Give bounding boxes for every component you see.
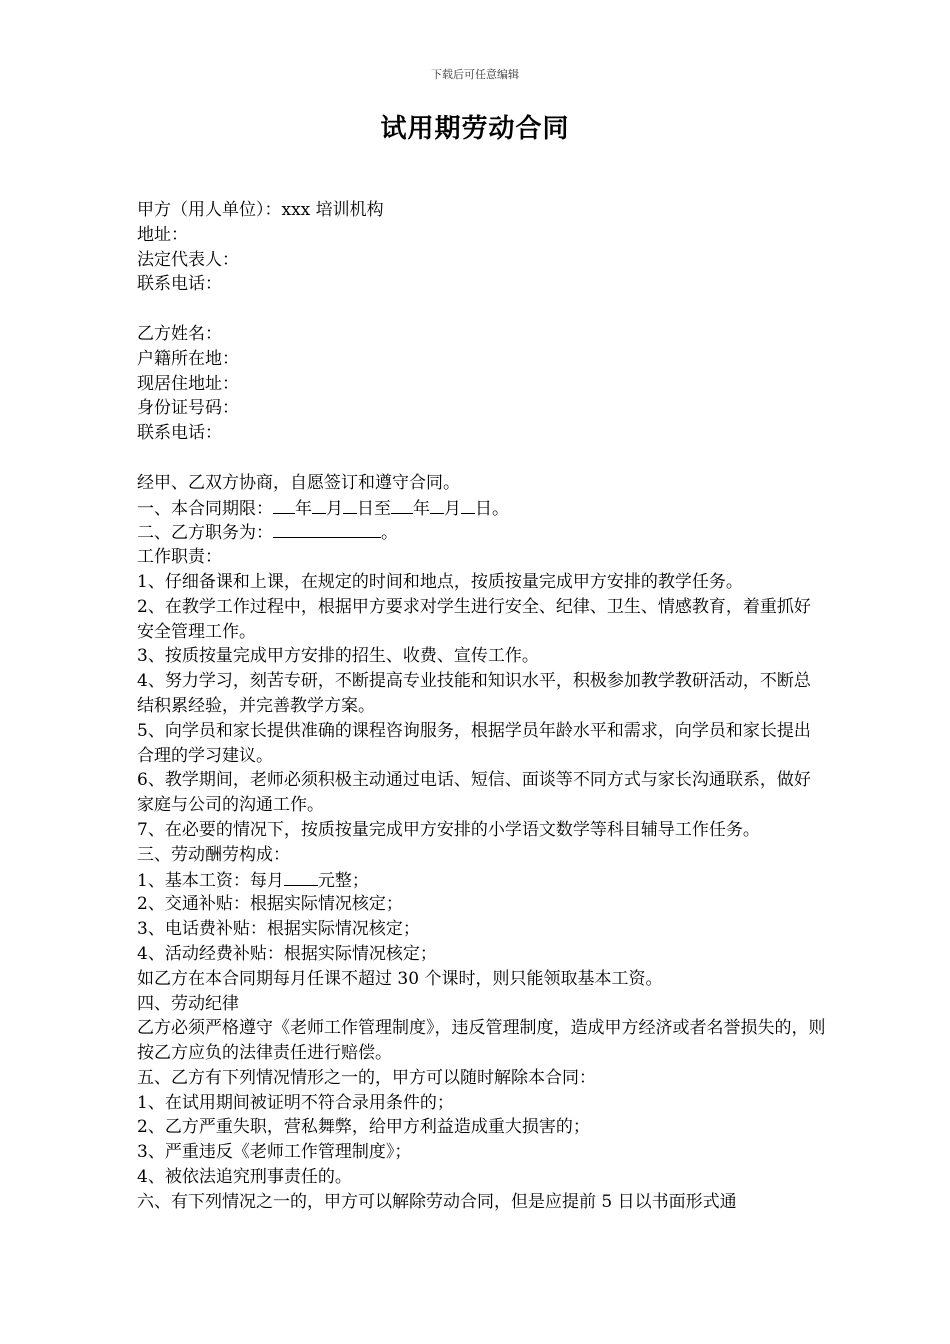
duty-item: 6、教学期间，老师必须积极主动通过电话、短信、面谈等不同方式与家长沟通联系，做好家庭与公司的沟通工作。 [137, 770, 811, 816]
blank-field [430, 496, 444, 514]
duty-item: 1、仔细备课和上课，在规定的时间和地点，按质按量完成甲方安排的教学任务。 [137, 571, 743, 592]
termination-item: 4、被依法追究刑事责任的。 [137, 1167, 352, 1188]
duty-item: 4、努力学习，刻苦专研，不断提高专业技能和知识水平，积极参加教学教研活动，不断总结积累经验，并完善教学方案。 [137, 671, 811, 716]
term-year-label: 年 [295, 498, 312, 519]
notice-line: 六、有下列情况之一的，甲方可以解除劳动合同，但是应提前 5 日以书面形式通 [137, 1191, 737, 1212]
party-b-household: 户籍所在地： [137, 348, 239, 369]
term-day-label: 日。 [475, 498, 509, 519]
contract-body [137, 198, 827, 1215]
clause-position-prefix: 二、乙方职务为： [137, 523, 273, 544]
blank-field [273, 520, 381, 538]
party-b-id-number: 身份证号码： [137, 398, 239, 419]
blank-field [273, 496, 295, 514]
spacer [137, 297, 827, 322]
party-b-phone: 联系电话： [137, 423, 222, 444]
duty-item: 7、在必要的情况下，按质按量完成甲方安排的小学语文数学等科目辅导工作任务。 [137, 819, 760, 840]
duties-heading: 工作职责： [137, 547, 222, 568]
party-a-legal-rep: 法定代表人： [137, 249, 239, 270]
termination-item: 2、乙方严重失职，营私舞弊，给甲方利益造成重大损害的； [137, 1117, 590, 1138]
pay-base [137, 868, 827, 893]
term-day-label: 日至 [357, 498, 391, 519]
term-month-label: 月 [444, 498, 461, 519]
clause-term [137, 496, 827, 521]
party-b-name: 乙方姓名： [137, 323, 222, 344]
termination-item: 1、在试用期间被证明不符合录用条件的； [137, 1092, 454, 1113]
pay-base-prefix: 1、基本工资：每月 [137, 870, 284, 891]
party-a-name: 甲方（用人单位）：xxx 培训机构 [137, 200, 384, 220]
blank-field [312, 496, 326, 514]
spacer [137, 446, 827, 471]
party-b-residence: 现居住地址： [137, 373, 239, 394]
contract-title: 试用期劳动合同 [380, 114, 570, 144]
discipline-text: 乙方必须严格遵守《老师工作管理制度》，违反管理制度，造成甲方经济或者名誉损失的，则按乙方应负的法律责任进行赔偿。 [137, 1018, 826, 1064]
clause-position [137, 520, 827, 545]
blank-field [284, 868, 318, 886]
blank-field [343, 496, 357, 514]
duty-item: 3、按质按量完成甲方安排的招生、收费、宣传工作。 [137, 646, 539, 667]
duty-item: 5、向学员和家长提供准确的课程咨询服务，根据学员年龄水平和需求，向学员和家长提出合理的学习建议。 [137, 720, 811, 766]
term-month-label: 月 [326, 498, 343, 519]
party-a-address: 地址： [137, 224, 188, 245]
termination-item: 3、严重违反《老师工作管理制度》； [137, 1142, 412, 1163]
discipline-heading: 四、劳动纪律 [137, 993, 239, 1014]
pay-heading: 三、劳动酬劳构成： [137, 844, 290, 865]
duty-item: 2、在教学工作过程中，根据甲方要求对学生进行安全、纪律、卫生、情感教育，着重抓好安全管理工作。 [137, 596, 811, 642]
pay-base-suffix: 元整； [317, 870, 369, 891]
pay-item: 4、活动经费补贴：根据实际情况核定； [137, 943, 437, 964]
header-note: 下载后可任意编辑 [431, 68, 519, 81]
pay-item: 2、交通补贴：根据实际情况核定； [137, 894, 403, 915]
blank-field [391, 496, 413, 514]
clause-intro: 经甲、乙双方协商，自愿签订和遵守合同。 [137, 472, 460, 493]
pay-note: 如乙方在本合同期每月任课不超过 30 个课时，则只能领取基本工资。 [137, 968, 663, 989]
blank-field [461, 496, 475, 514]
party-a-phone: 联系电话： [137, 274, 222, 295]
clause-term-prefix: 一、本合同期限： [137, 498, 273, 519]
clause-position-suffix: 。 [381, 523, 398, 544]
termination-heading: 五、乙方有下列情况情形之一的，甲方可以随时解除本合同： [137, 1067, 596, 1088]
term-year-label: 年 [413, 498, 430, 519]
pay-item: 3、电话费补贴：根据实际情况核定； [137, 919, 420, 940]
